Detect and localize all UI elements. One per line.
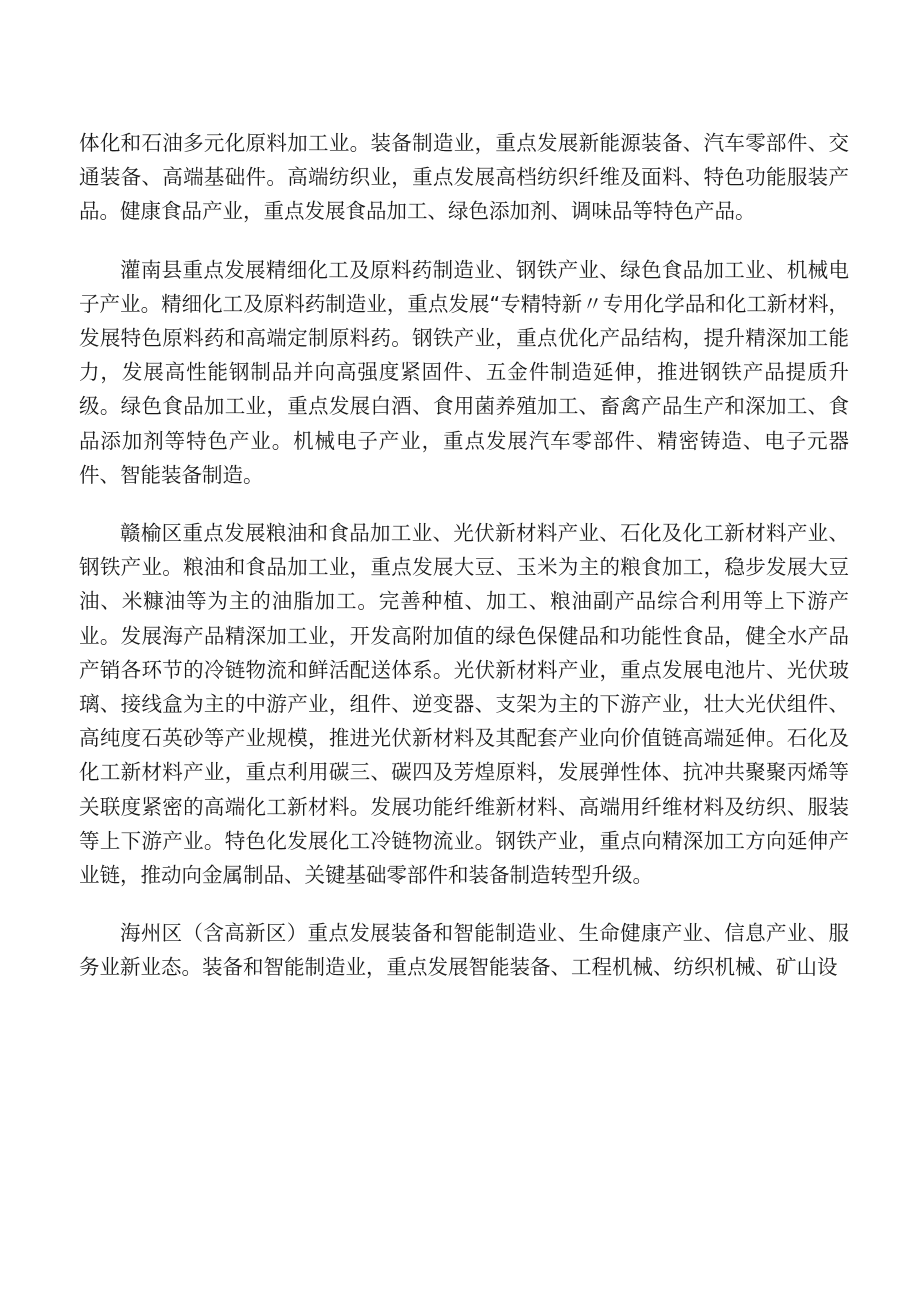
paragraph-continuation: 体化和石油多元化原料加工业。装备制造业，重点发展新能源装备、汽车零部件、交通装备、高端基础件。高端纺织业，重点发展高档纺织纤维及面料、特色功能服装产品。健康食品产业，重点发展食品加工、绿色添加剂、调味品等特色产品。 bbox=[79, 131, 849, 224]
paragraph-guannan: 灌南县重点发展精细化工及原料药制造业、钢铁产业、绿色食品加工业、机械电子产业。精细化工及原料药制造业，重点发展“专精特新〃专用化学品和化工新材料，发展特色原料药和高端定制原料药。钢铁产业，重点优化产品结构，提升精深加工能力，发展高性能钢制品并向高强度紧固件、五金件制造延伸，推进钢铁产品提质升级。绿色食品加工业，重点发展白酒、食用菌养殖加工、畜禽产品生产和深加工、食品添加剂等特色产业。机械电子产业，重点发展汽车零部件、精密铸造、电子元器件、智能装备制造。 bbox=[79, 257, 849, 487]
paragraph-haizhou: 海州区（含高新区）重点发展装备和智能制造业、生命健康产业、信息产业、服务业新业态。装备和智能制造业，重点发展智能装备、工程机械、纺织机械、矿山设 bbox=[79, 921, 849, 980]
document-page bbox=[79, 126, 849, 985]
paragraph-ganyu: 赣榆区重点发展粮油和食品加工业、光伏新材料产业、石化及化工新材料产业、钢铁产业。粮油和食品加工业，重点发展大豆、玉米为主的粮食加工，稳步发展大豆油、米糠油等为主的油脂加工。完善种植、加工、粮油副产品综合利用等上下游产业。发展海产品精深加工业，开发高附加值的绿色保健品和功能性食品，健全水产品产销各环节的冷链物流和鲜活配送体系。光伏新材料产业，重点发展电池片、光伏玻璃、接线盒为主的中游产业，组件、逆变器、支架为主的下游产业，壮大光伏组件、高纯度石英砂等产业规模，推进光伏新材料及其配套产业向价值链高端延伸。石化及化工新材料产业，重点利用碳三、碳四及芳煌原料，发展弹性体、抗冲共聚聚丙烯等关联度紧密的高端化工新材料。发展功能纤维新材料、高端用纤维材料及纺织、服装等上下游产业。特色化发展化工冷链物流业。钢铁产业，重点向精深加工方向延伸产业链，推动向金属制品、关键基础零部件和装备制造转型升级。 bbox=[79, 521, 849, 888]
